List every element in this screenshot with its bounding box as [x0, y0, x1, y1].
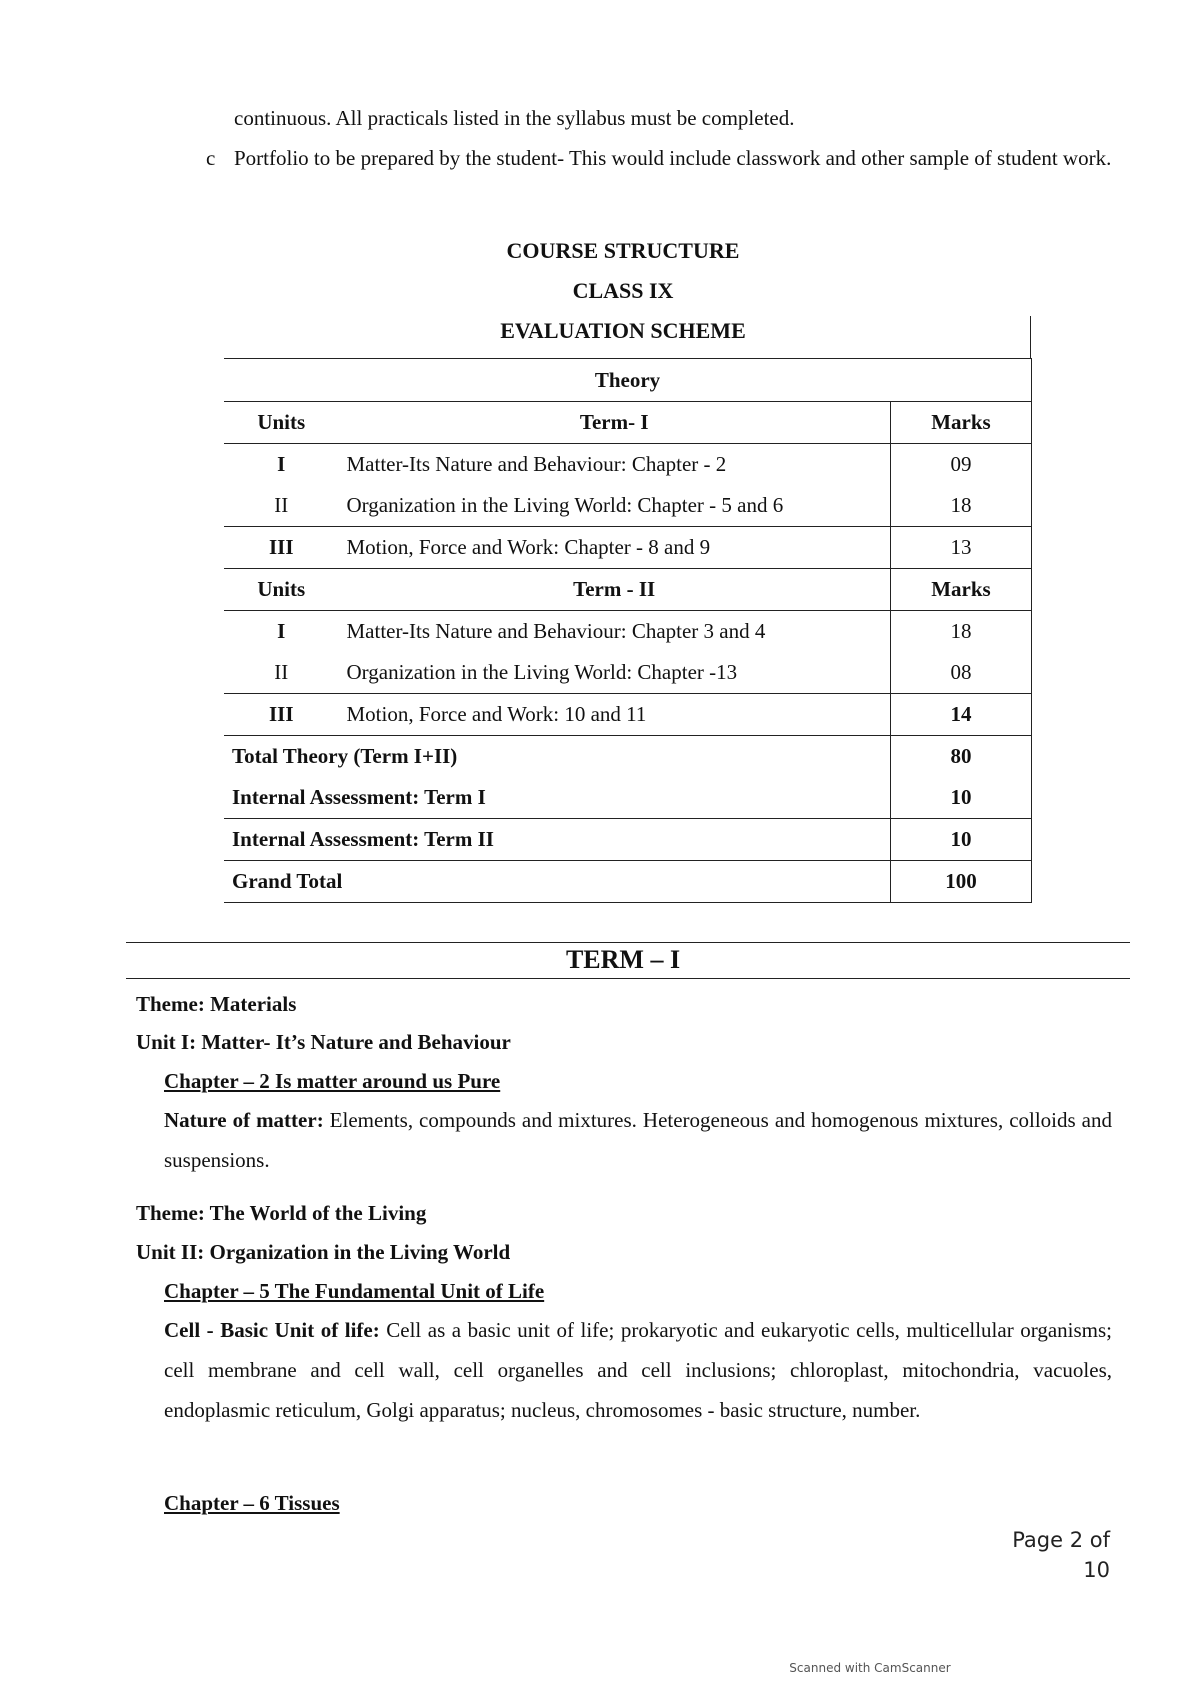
title-cell: Motion, Force and Work: 10 and 11 — [339, 694, 891, 736]
unit-cell: II — [274, 493, 289, 517]
table-row — [224, 527, 1032, 569]
title-cell: Organization in the Living World: Chapter - 5 and 6 — [346, 493, 784, 517]
table-row — [224, 359, 1032, 402]
total-marks: 10 — [890, 819, 1031, 861]
table-row — [224, 444, 1032, 486]
total-row — [224, 819, 1032, 861]
evaluation-table — [224, 358, 1032, 903]
scanner-watermark: Scanned with CamScanner — [789, 1661, 951, 1675]
table-header-row — [224, 569, 1032, 611]
table-border-stub — [1030, 316, 1031, 358]
chapter-heading: Chapter – 5 The Fundamental Unit of Life — [164, 1279, 545, 1303]
intro-line: continuous. All practicals listed in the syllabus must be completed. — [234, 106, 795, 130]
course-structure-heading: COURSE STRUCTURE — [506, 238, 740, 263]
total-marks: 10 — [890, 777, 1031, 819]
chapter-content — [164, 1310, 1112, 1430]
table-row — [224, 652, 1032, 694]
unit-cell: III — [224, 694, 339, 736]
topic-label: Cell - Basic Unit of life: — [164, 1318, 380, 1342]
total-marks: 100 — [890, 861, 1031, 903]
total-row — [224, 777, 1032, 819]
theory-header: Theory — [224, 359, 1032, 402]
bullet-marker: c — [206, 146, 216, 170]
total-label: Internal Assessment: Term I — [232, 785, 486, 809]
marks-cell: 13 — [890, 527, 1031, 569]
topic-text: Elements, compounds and mixtures. Heterogeneous and homogenous mixtures, colloids and suspensions. — [164, 1108, 1112, 1172]
total-label: Grand Total — [224, 861, 890, 903]
term-heading: TERM – I — [565, 945, 681, 974]
theme-heading: Theme: Materials — [136, 992, 297, 1016]
unit-cell: III — [224, 527, 339, 569]
table-row — [224, 485, 1032, 527]
unit-cell: II — [274, 660, 289, 684]
table-row — [224, 611, 1032, 653]
chapter-heading: Chapter – 6 Tissues — [164, 1491, 340, 1515]
class-heading: CLASS IX — [572, 278, 674, 303]
table-header-row — [224, 402, 1032, 444]
term2-column-header: Term - II — [339, 569, 891, 611]
theme-heading: Theme: The World of the Living — [136, 1201, 427, 1225]
topic-label: Nature of matter: — [164, 1108, 324, 1132]
units-column-header: Units — [224, 402, 339, 444]
marks-cell: 14 — [890, 694, 1031, 736]
total-label: Total Theory (Term I+II) — [224, 736, 890, 778]
term1-column-header: Term- I — [339, 402, 891, 444]
evaluation-heading: EVALUATION SCHEME — [500, 318, 746, 343]
title-cell: Matter-Its Nature and Behaviour: Chapter - 2 — [339, 444, 891, 486]
unit-cell: I — [224, 444, 339, 486]
units-column-header: Units — [224, 569, 339, 611]
page-number: Page 2 of 10 — [1012, 1528, 1110, 1582]
unit-cell: I — [224, 611, 339, 653]
marks-cell: 18 — [890, 611, 1031, 653]
total-row — [224, 736, 1032, 778]
total-label: Internal Assessment: Term II — [224, 819, 890, 861]
title-cell: Matter-Its Nature and Behaviour: Chapter 3 and 4 — [339, 611, 891, 653]
table-row — [224, 694, 1032, 736]
bullet-text: Portfolio to be prepared by the student- This would include classwork and other sample of student work. — [234, 146, 1112, 170]
total-row — [224, 861, 1032, 903]
marks-cell: 08 — [890, 652, 1031, 694]
marks-cell: 18 — [890, 485, 1031, 527]
title-cell: Motion, Force and Work: Chapter - 8 and 9 — [339, 527, 891, 569]
title-cell: Organization in the Living World: Chapter -13 — [346, 660, 738, 684]
unit-heading: Unit I: Matter- It’s Nature and Behaviour — [136, 1030, 511, 1054]
chapter-content — [164, 1100, 1112, 1180]
marks-column-header: Marks — [890, 402, 1031, 444]
marks-column-header: Marks — [890, 569, 1031, 611]
total-marks: 80 — [890, 736, 1031, 778]
marks-cell: 09 — [890, 444, 1031, 486]
unit-heading: Unit II: Organization in the Living World — [136, 1240, 511, 1264]
divider-line — [126, 978, 1130, 979]
chapter-heading: Chapter – 2 Is matter around us Pure — [164, 1069, 501, 1093]
topic-text: Cell as a basic unit of life; prokaryotic and eukaryotic cells, multicellular organisms; cell membrane and cell wall, cell organelles and cell inclusions; chloroplast, mitochondria, vacuoles, endoplasmic reticulum, Golgi apparatus; nucleus, chromosomes - basic structure, number. — [164, 1318, 1112, 1422]
